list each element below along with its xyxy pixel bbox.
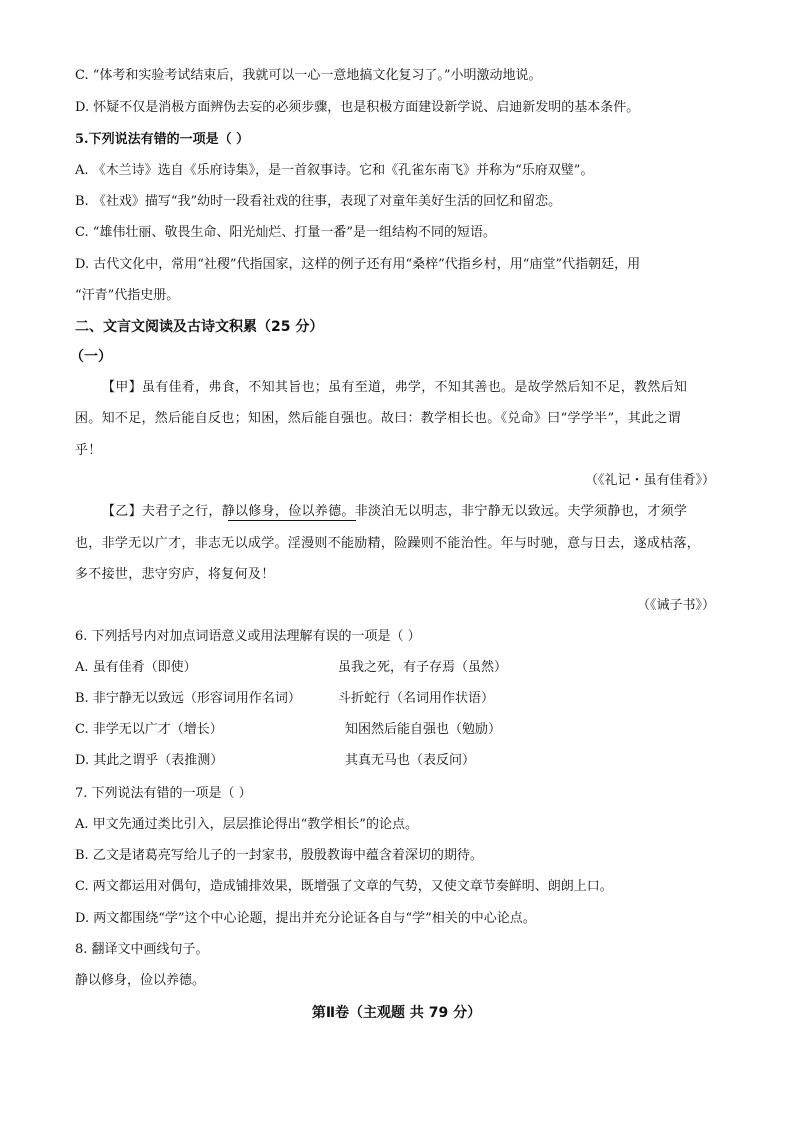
q8-stem: 8. 翻译文中画线句子。 xyxy=(75,942,209,957)
passage-yi-line3: 多不接世，悲守穷庐，将复何及！ xyxy=(75,567,275,582)
q6-option-b-right: 斗折蛇行（名词用作状语） xyxy=(338,691,495,706)
passage-yi-source: （《诫子书》） xyxy=(636,598,715,613)
q6-option-d-left: D. 其此之谓乎（表推测） xyxy=(75,753,224,768)
underline-mark xyxy=(228,520,356,521)
q6-option-a-right: 虽我之死，有子存焉（虽然） xyxy=(338,660,508,675)
q5-option-c: C. “雄伟壮丽、敬畏生命、阳光灿烂、打量一番”是一组结构不同的短语。 xyxy=(75,225,497,240)
q5-stem: 5.下列说法有错的一项是（ ） xyxy=(75,132,250,147)
q6-option-a-left: A. 虽有佳肴（即使） xyxy=(75,660,197,675)
q7-option-b: B. 乙文是诸葛亮写给儿子的一封家书，殷殷教诲中蕴含着深切的期待。 xyxy=(75,848,483,863)
passage-jia-line3: 乎！ xyxy=(75,443,102,458)
passage-jia-line2: 困。知不足，然后能自反也；知困，然后能自强也。故曰：教学相长也。《兑命》曰“学学半”，其此之谓 xyxy=(75,411,681,426)
section-2-title: 二、文言文阅读及古诗文积累（25 分） xyxy=(75,319,324,335)
passage-jia-source: （《礼记・虽有佳肴》） xyxy=(584,473,715,488)
part-2-title: 第Ⅱ卷（主观题 共 79 分） xyxy=(311,1005,482,1021)
passage-yi-line1 xyxy=(102,503,732,521)
q7-option-d: D. 两文都围绕“学”这个中心论题，提出并充分论证各自与“学”相关的中心论点。 xyxy=(75,911,536,926)
q5-option-d-line2: “汗青”代指史册。 xyxy=(75,288,180,303)
q4-option-c: C. “体考和实验考试结束后，我就可以一心一意地搞文化复习了。”小明激动地说。 xyxy=(75,68,542,83)
q6-option-c-right: 知困然后能自强也（勉励） xyxy=(345,722,502,737)
section-2-sub: （一） xyxy=(70,349,112,365)
passage-jia-line1: 【甲】虽有佳肴，弗食，不知其旨也；虽有至道，弗学，不知其善也。是故学然后知不足，教然后知 xyxy=(102,380,688,395)
q5-option-d-line1: D. 古代文化中，常用“社稷”代指国家，这样的例子还有用“桑梓”代指乡村，用“庙堂”代指朝廷，用 xyxy=(75,257,641,272)
q6-stem: 6. 下列括号内对加点词语意义或用法理解有误的一项是（ ） xyxy=(75,629,421,644)
q7-option-a: A. 甲文先通过类比引入，层层推论得出“教学相长”的论点。 xyxy=(75,817,418,832)
q6-option-b-left: B. 非宁静无以致远（形容词用作名词） xyxy=(75,691,301,706)
q8-sentence: 静以修身，俭以养德。 xyxy=(75,973,206,988)
q7-option-c: C. 两文都运用对偶句，造成铺排效果，既增强了文章的气势，又使文章节奏鲜明、朗朗上口。 xyxy=(75,879,613,894)
q4-option-d: D. 怀疑不仅是消极方面辨伪去妄的必须步骤，也是积极方面建设新学说、启迪新发明的基本条件。 xyxy=(75,100,640,115)
q5-option-a: A. 《木兰诗》选自《乐府诗集》，是一首叙事诗。它和《孔雀东南飞》并称为“乐府双璧”。 xyxy=(75,163,594,178)
q7-stem: 7. 下列说法有错的一项是（ ） xyxy=(75,786,252,801)
passage-yi-line1-text: 【乙】夫君子之行，静以修身，俭以养德。非淡泊无以明志，非宁静无以致远。夫学须静也，才须学 xyxy=(102,504,688,519)
q5-option-b: B. 《社戏》描写“我”幼时一段看社戏的往事，表现了对童年美好生活的回忆和留恋。 xyxy=(75,194,562,209)
passage-yi-line2: 也，非学无以广才，非志无以成学。淫漫则不能励精，险躁则不能治性。年与时驰，意与日去，遂成枯落， xyxy=(75,536,701,551)
q6-option-d-right: 其真无马也（表反问） xyxy=(345,753,476,768)
q6-option-c-left: C. 非学无以广才（增长） xyxy=(75,722,223,737)
